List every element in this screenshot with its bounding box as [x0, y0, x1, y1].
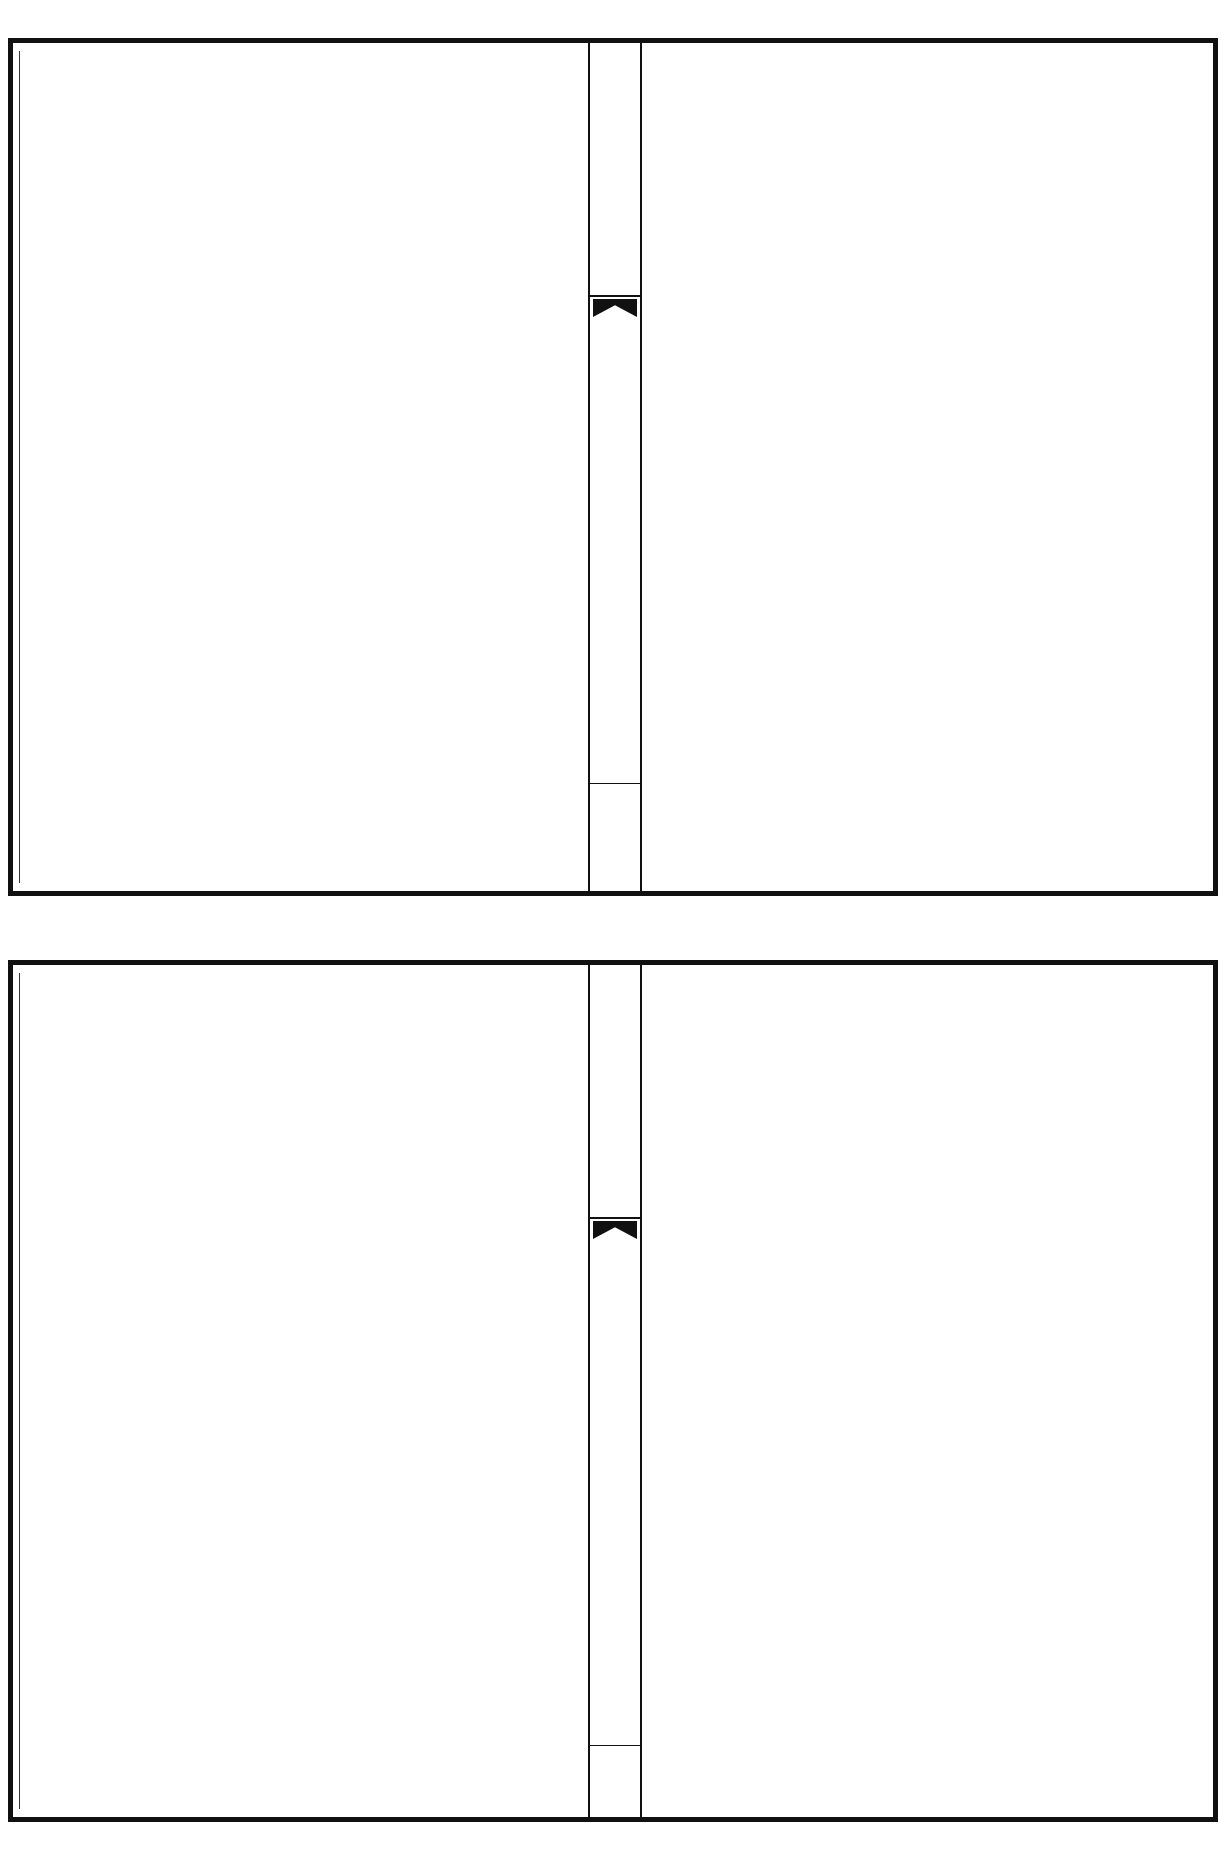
bottom-page: [8, 960, 1218, 1822]
top-page: [8, 38, 1218, 896]
derivation-tree-top: [13, 43, 1213, 893]
derivation-tree-bottom: [13, 965, 1213, 1825]
